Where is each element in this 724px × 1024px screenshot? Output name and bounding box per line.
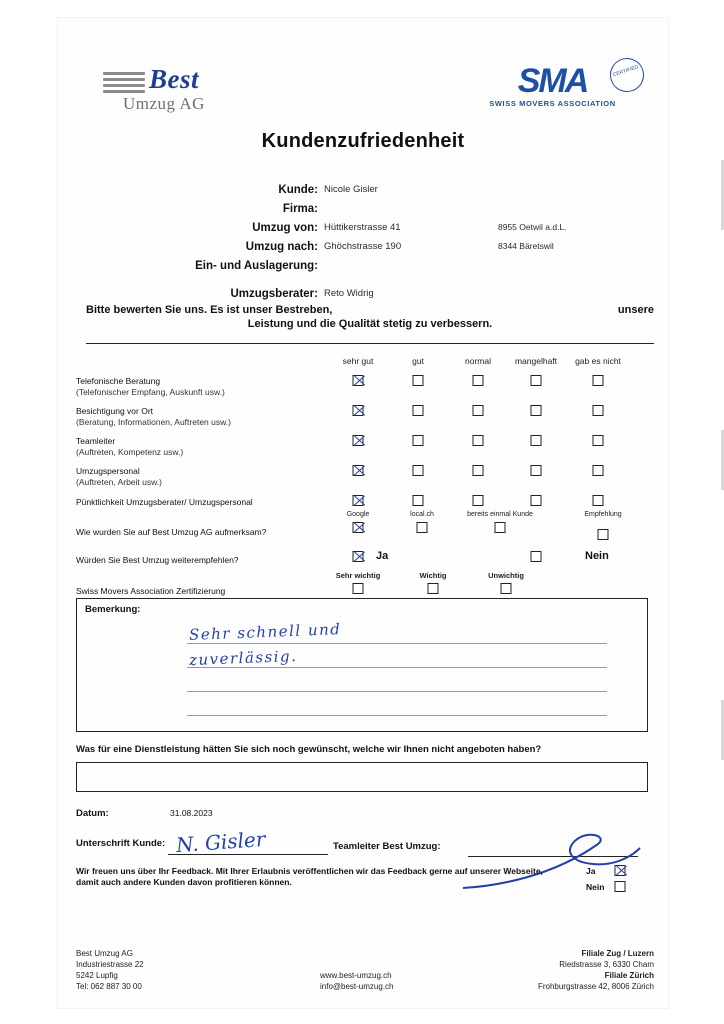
rating-checkbox-r1-c3[interactable]: [531, 405, 542, 416]
comment-ruled-line: [187, 643, 607, 644]
rating-row-label: [76, 376, 225, 398]
sma-logo-subtitle: SWISS MOVERS ASSOCIATION: [489, 99, 616, 108]
recommend-checkbox-ja[interactable]: [353, 551, 364, 562]
source-option-label-3: Empfehlung: [584, 511, 622, 518]
wish-input-box[interactable]: [76, 762, 648, 792]
rating-checkbox-r3-c1[interactable]: [413, 465, 424, 476]
rating-row-label: [76, 497, 253, 508]
certification-option-label-2: Unwichtig: [488, 571, 524, 580]
permission-checkbox-nein[interactable]: [615, 881, 626, 892]
rating-checkbox-r3-c2[interactable]: [473, 465, 484, 476]
permission-nein-label: Nein: [586, 882, 605, 892]
field-berater-value: Reto Widrig: [324, 288, 374, 299]
rating-checkbox-r3-c4[interactable]: [593, 465, 604, 476]
rating-column-headers: [58, 356, 668, 368]
field-kunde-label: Kunde:: [278, 184, 318, 196]
rating-checkbox-r0-c2[interactable]: [473, 375, 484, 386]
unterschrift-kunde-label: Unterschrift Kunde:: [76, 838, 166, 849]
sma-logo-text: SMA: [517, 62, 588, 100]
rating-checkbox-r1-c1[interactable]: [413, 405, 424, 416]
teamleiter-label: Teamleiter Best Umzug:: [333, 841, 441, 852]
rating-row-2-sub: (Auftreten, Kompetenz usw.): [76, 447, 184, 457]
certified-seal-icon: CERTIFIED: [606, 54, 649, 97]
source-checkbox-bestandskunde[interactable]: [495, 522, 506, 533]
certification-checkbox-unwichtig[interactable]: [501, 583, 512, 594]
field-umzug-von: [118, 222, 638, 234]
rating-row-label: [76, 406, 231, 428]
rating-checkbox-r4-c4[interactable]: [593, 495, 604, 506]
rating-checkbox-r2-c4[interactable]: [593, 435, 604, 446]
section-divider: [86, 343, 654, 344]
recommend-question: Würden Sie Best Umzug weiterempfehlen?: [76, 555, 239, 565]
rating-checkbox-r0-c4[interactable]: [593, 375, 604, 386]
rating-checkbox-r4-c2[interactable]: [473, 495, 484, 506]
field-umzug-nach: [118, 241, 638, 253]
footer-right-line-3: Frohburgstrasse 42, 8006 Zürich: [537, 982, 654, 991]
source-checkbox-localch[interactable]: [417, 522, 428, 533]
rating-checkbox-r4-c3[interactable]: [531, 495, 542, 506]
page-title: Kundenzufriedenheit: [261, 130, 465, 152]
rating-checkbox-r2-c1[interactable]: [413, 435, 424, 446]
rating-col-4: gab es nicht: [575, 356, 621, 366]
datum-value: 31.08.2023: [170, 808, 213, 818]
appeal-line2: Leistung und die Qualität stetig zu verbessern.: [247, 318, 493, 330]
footer-email[interactable]: info@best-umzug.ch: [320, 982, 394, 991]
rating-checkbox-r3-c3[interactable]: [531, 465, 542, 476]
rating-checkbox-r3-c0[interactable]: [353, 465, 364, 476]
comment-ruled-line: [187, 715, 607, 716]
rating-checkbox-r4-c1[interactable]: [413, 495, 424, 506]
recommend-ja-label: Ja: [376, 550, 389, 562]
rating-col-0: sehr gut: [342, 356, 374, 366]
appeal-line1: Bitte bewerten Sie uns. Es ist unser Bestreben,: [86, 304, 333, 316]
kunde-signature: N. Gisler: [175, 826, 267, 858]
rating-row-0-sub: (Telefonischer Empfang, Auskunft usw.): [76, 387, 225, 397]
field-umzug-nach-value: Ghöchstrasse 190: [324, 241, 402, 252]
rating-row-4-main: Pünktlichkeit Umzugsberater/ Umzugspersonal: [76, 497, 253, 507]
permission-checkbox-ja[interactable]: [615, 865, 626, 876]
field-umzug-nach-label: Umzug nach:: [245, 241, 318, 253]
sma-logo: [465, 64, 640, 116]
field-firma: [118, 203, 638, 215]
comment-ruled-line: [187, 667, 607, 668]
certification-checkbox-wichtig[interactable]: [428, 583, 439, 594]
rating-checkbox-r4-c0[interactable]: [353, 495, 364, 506]
field-umzug-von-value: Hüttikerstrasse 41: [324, 222, 401, 233]
certification-question: Swiss Movers Association Zertifizierung: [76, 586, 226, 596]
field-lagerung: [118, 260, 638, 272]
footer-right-line-0: Filiale Zug / Luzern: [581, 949, 654, 958]
field-kunde-value: Nicole Gisler: [324, 184, 378, 195]
logo-secondary-text: Umzug AG: [123, 94, 205, 113]
field-umzug-von-label: Umzug von:: [252, 222, 318, 234]
datum-label: Datum:: [76, 808, 109, 819]
logo-bars-icon: [103, 72, 145, 96]
source-option-label-2: bereits einmal Kunde: [467, 511, 533, 518]
comment-ruled-line: [187, 691, 607, 692]
rating-checkbox-r1-c0[interactable]: [353, 405, 364, 416]
rating-checkbox-r0-c3[interactable]: [531, 375, 542, 386]
footer-left-line-2: 5242 Lupfig: [76, 971, 118, 980]
field-umzug-von-plz: 8955 Oetwil a.d.L.: [498, 222, 567, 232]
comment-label: Bemerkung:: [85, 604, 141, 615]
comment-handwriting-line1: Sehr schnell und: [188, 620, 342, 644]
recommend-nein-label: Nein: [585, 550, 609, 562]
source-checkbox-google[interactable]: [353, 522, 364, 533]
rating-checkbox-r2-c0[interactable]: [353, 435, 364, 446]
rating-checkbox-r0-c0[interactable]: [353, 375, 364, 386]
rating-row-3-sub: (Auftreten, Arbeit usw.): [76, 477, 162, 487]
appeal-text: [86, 304, 654, 330]
footer-left-line-3: Tel: 062 887 30 00: [76, 982, 142, 991]
field-kunde: [118, 184, 638, 196]
rating-checkbox-r1-c4[interactable]: [593, 405, 604, 416]
rating-row-1-main: Besichtigung vor Ort: [76, 406, 154, 416]
footer-website[interactable]: www.best-umzug.ch: [320, 971, 392, 980]
certification-option-label-1: Wichtig: [419, 571, 447, 580]
rating-row-label: [76, 436, 183, 458]
scanned-form-sheet: [58, 18, 668, 1008]
comment-handwriting-line2: zuverlässig.: [188, 646, 298, 670]
source-checkbox-empfehlung[interactable]: [598, 529, 609, 540]
comment-box[interactable]: [76, 598, 648, 732]
rating-row-0-main: Telefonische Beratung: [76, 376, 161, 386]
rating-col-1: gut: [412, 356, 424, 366]
field-berater-label: Umzugsberater:: [230, 288, 318, 300]
appeal-line1-right: unsere: [617, 304, 654, 316]
source-option-label-1: local.ch: [410, 511, 434, 518]
footer-left-line-1: Industriestrasse 22: [76, 960, 144, 969]
footer-left-line-0: Best Umzug AG: [76, 949, 133, 958]
rating-checkbox-r2-c2[interactable]: [473, 435, 484, 446]
footer-right-line-1: Riedstrasse 3, 6330 Cham: [559, 960, 654, 969]
source-option-label-0: Google: [346, 511, 370, 518]
rating-row-1-sub: (Beratung, Informationen, Auftreten usw.): [76, 417, 231, 427]
field-berater: [118, 288, 638, 300]
certification-option-label-0: Sehr wichtig: [335, 571, 381, 580]
rating-col-3: mangelhaft: [514, 356, 558, 366]
footer-right: [538, 948, 654, 992]
footer-center: [320, 970, 394, 992]
rating-checkbox-r2-c3[interactable]: [531, 435, 542, 446]
permission-text: Wir freuen uns über Ihr Feedback. Mit Ihrer Erlaubnis veröffentlichen wir das Feedback gerne auf unserer Webseite, damit auch andere Kunden davon profitieren können.: [76, 866, 543, 887]
rating-row-3-main: Umzugspersonal: [76, 466, 140, 476]
footer-right-line-2: Filiale Zürich: [604, 971, 654, 980]
footer-left: [76, 948, 144, 992]
field-firma-label: Firma:: [282, 203, 318, 215]
certification-checkbox-sehr-wichtig[interactable]: [353, 583, 364, 594]
wish-question: Was für eine Dienstleistung hätten Sie sich noch gewünscht, welche wir Ihnen nicht angeboten haben?: [76, 744, 542, 755]
rating-row-label: [76, 466, 162, 488]
recommend-checkbox-nein[interactable]: [531, 551, 542, 562]
field-umzug-nach-plz: 8344 Bäretswil: [498, 241, 554, 251]
permission-ja-label: Ja: [586, 866, 596, 876]
field-lagerung-label: Ein- und Auslagerung:: [195, 260, 318, 272]
source-question: Wie wurden Sie auf Best Umzug AG aufmerksam?: [76, 527, 267, 537]
rating-row-2-main: Teamleiter: [76, 436, 116, 446]
logo-primary-text: Best: [149, 64, 200, 94]
rating-checkbox-r0-c1[interactable]: [413, 375, 424, 386]
best-umzug-logo: [103, 66, 253, 118]
rating-checkbox-r1-c2[interactable]: [473, 405, 484, 416]
rating-col-2: normal: [465, 356, 491, 366]
